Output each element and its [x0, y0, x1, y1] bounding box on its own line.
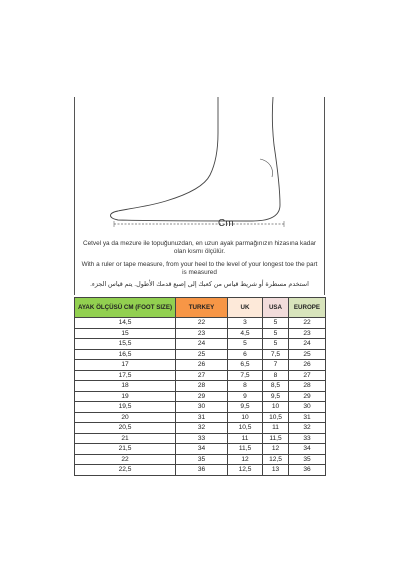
- usa-size-cell: 12,5: [263, 454, 289, 465]
- turkey-size-cell: 33: [176, 433, 228, 444]
- europe-size-cell: 28: [289, 381, 326, 392]
- europe-size-cell: 24: [289, 339, 326, 350]
- usa-size-cell: 7: [263, 360, 289, 371]
- uk-size-cell: 11,5: [228, 444, 263, 455]
- usa-size-cell: 5: [263, 318, 289, 329]
- usa-size-cell: 11,5: [263, 433, 289, 444]
- table-row: [75, 433, 326, 444]
- turkey-size-cell: 24: [176, 339, 228, 350]
- turkey-size-cell: 27: [176, 370, 228, 381]
- uk-size-cell: 4,5: [228, 328, 263, 339]
- foot-size-cm-cell: 20,5: [75, 423, 176, 434]
- uk-size-cell: 10: [228, 412, 263, 423]
- header-usa: USA: [263, 298, 289, 318]
- ankle-curve: [260, 159, 273, 177]
- uk-size-cell: 6,5: [228, 360, 263, 371]
- table-row: [75, 349, 326, 360]
- foot-measure-illustration: [74, 97, 325, 237]
- header-uk: UK: [228, 298, 263, 318]
- table-row: [75, 381, 326, 392]
- usa-size-cell: 11: [263, 423, 289, 434]
- uk-size-cell: 6: [228, 349, 263, 360]
- europe-size-cell: 22: [289, 318, 326, 329]
- europe-size-cell: 34: [289, 444, 326, 455]
- usa-size-cell: 5: [263, 339, 289, 350]
- europe-size-cell: 31: [289, 412, 326, 423]
- europe-size-cell: 35: [289, 454, 326, 465]
- foot-size-cm-cell: 19: [75, 391, 176, 402]
- table-row: [75, 391, 326, 402]
- header-foot-size: AYAK ÖLÇÜSÜ CM (FOOT SIZE): [75, 298, 176, 318]
- usa-size-cell: 7,5: [263, 349, 289, 360]
- europe-size-cell: 27: [289, 370, 326, 381]
- turkey-size-cell: 25: [176, 349, 228, 360]
- foot-size-cm-cell: 22: [75, 454, 176, 465]
- usa-size-cell: 12: [263, 444, 289, 455]
- size-chart-table: [74, 297, 326, 476]
- uk-size-cell: 8: [228, 381, 263, 392]
- foot-size-cm-cell: 21,5: [75, 444, 176, 455]
- europe-size-cell: 36: [289, 465, 326, 476]
- europe-size-cell: 26: [289, 360, 326, 371]
- header-europe: EUROPE: [289, 298, 326, 318]
- europe-size-cell: 33: [289, 433, 326, 444]
- uk-size-cell: 9: [228, 391, 263, 402]
- table-row: [75, 412, 326, 423]
- foot-size-cm-cell: 16,5: [75, 349, 176, 360]
- table-row: [75, 444, 326, 455]
- table-row: [75, 339, 326, 350]
- foot-size-cm-cell: 15: [75, 328, 176, 339]
- turkey-size-cell: 35: [176, 454, 228, 465]
- header-turkey: TURKEY: [176, 298, 228, 318]
- size-guide-card: [74, 97, 325, 473]
- instruction-english: With a ruler or tape measure, from your heel to the level of your longest toe the part is measured: [81, 261, 318, 276]
- usa-size-cell: 8: [263, 370, 289, 381]
- table-row: [75, 360, 326, 371]
- instruction-arabic: استخدم مسطرة أو شريط قياس من كعبك إلى إصبع قدمك الأطول. يتم قياس الجزء.: [90, 281, 309, 288]
- turkey-size-cell: 30: [176, 402, 228, 413]
- uk-size-cell: 3: [228, 318, 263, 329]
- turkey-size-cell: 22: [176, 318, 228, 329]
- measure-unit-label: Cm: [218, 218, 234, 229]
- usa-size-cell: 10: [263, 402, 289, 413]
- usa-size-cell: 5: [263, 328, 289, 339]
- uk-size-cell: 5: [228, 339, 263, 350]
- turkey-size-cell: 28: [176, 381, 228, 392]
- europe-size-cell: 25: [289, 349, 326, 360]
- foot-size-cm-cell: 22,5: [75, 465, 176, 476]
- usa-size-cell: 9,5: [263, 391, 289, 402]
- uk-size-cell: 9,5: [228, 402, 263, 413]
- usa-size-cell: 10,5: [263, 412, 289, 423]
- europe-size-cell: 32: [289, 423, 326, 434]
- turkey-size-cell: 26: [176, 360, 228, 371]
- uk-size-cell: 12,5: [228, 465, 263, 476]
- foot-size-cm-cell: 19,5: [75, 402, 176, 413]
- foot-size-cm-cell: 17,5: [75, 370, 176, 381]
- uk-size-cell: 12: [228, 454, 263, 465]
- foot-size-cm-cell: 18: [75, 381, 176, 392]
- foot-outline: [111, 97, 281, 221]
- foot-size-cm-cell: 17: [75, 360, 176, 371]
- instruction-turkish: Cetvel ya da mezure ile topuğunuzdan, en uzun ayak parmağınızın hizasına kadar olan kısmı ölçülür.: [82, 240, 317, 255]
- europe-size-cell: 29: [289, 391, 326, 402]
- uk-size-cell: 11: [228, 433, 263, 444]
- table-row: [75, 318, 326, 329]
- table-row: [75, 465, 326, 476]
- europe-size-cell: 23: [289, 328, 326, 339]
- usa-size-cell: 13: [263, 465, 289, 476]
- foot-size-cm-cell: 20: [75, 412, 176, 423]
- turkey-size-cell: 29: [176, 391, 228, 402]
- turkey-size-cell: 23: [176, 328, 228, 339]
- table-row: [75, 423, 326, 434]
- foot-size-cm-cell: 15,5: [75, 339, 176, 350]
- size-chart-header-row: [75, 298, 326, 318]
- foot-size-cm-cell: 21: [75, 433, 176, 444]
- foot-size-cm-cell: 14,5: [75, 318, 176, 329]
- turkey-size-cell: 34: [176, 444, 228, 455]
- table-row: [75, 370, 326, 381]
- table-row: [75, 402, 326, 413]
- uk-size-cell: 10,5: [228, 423, 263, 434]
- table-row: [75, 328, 326, 339]
- uk-size-cell: 7,5: [228, 370, 263, 381]
- turkey-size-cell: 31: [176, 412, 228, 423]
- europe-size-cell: 30: [289, 402, 326, 413]
- turkey-size-cell: 36: [176, 465, 228, 476]
- table-row: [75, 454, 326, 465]
- turkey-size-cell: 32: [176, 423, 228, 434]
- usa-size-cell: 8,5: [263, 381, 289, 392]
